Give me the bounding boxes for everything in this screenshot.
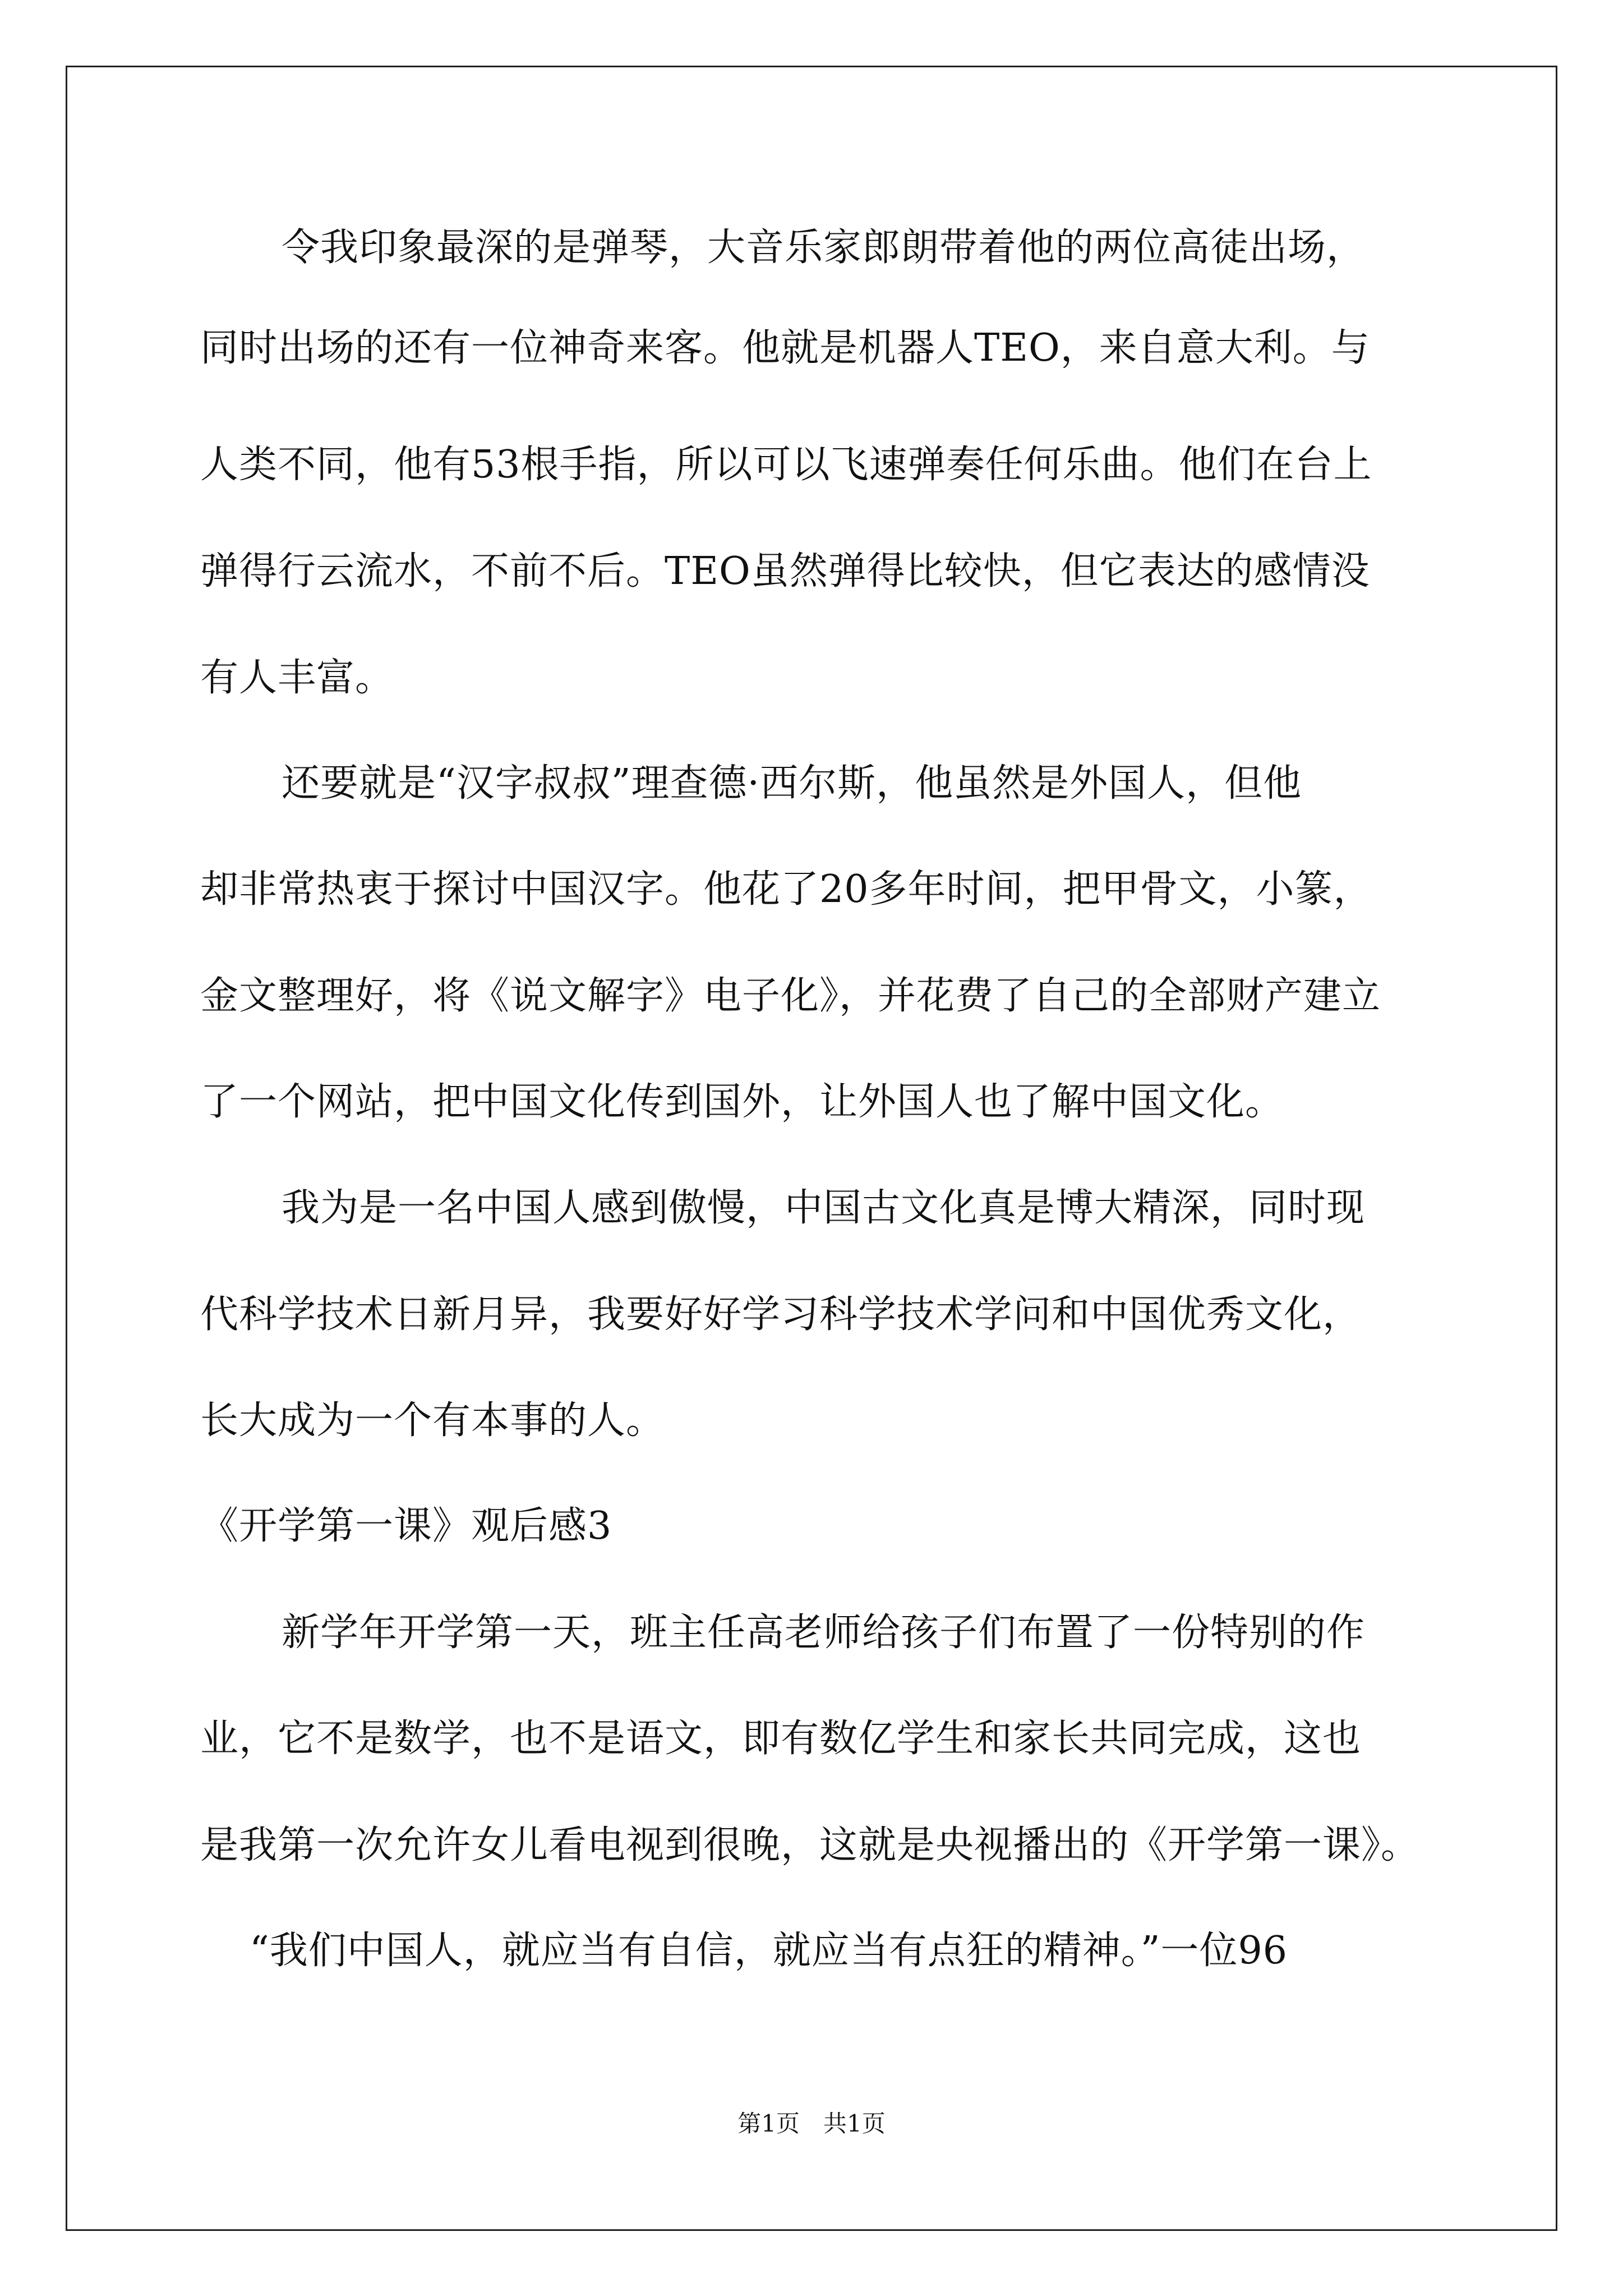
body-text-line: 令我印象最深的是弹琴，大音乐家郎朗带着他的两位高徒出场，: [282, 226, 1366, 270]
body-text-line: 业，它不是数学，也不是语文，即有数亿学生和家长共同完成，这也: [200, 1717, 1362, 1761]
body-text-line: 长大成为一个有本事的人。: [200, 1398, 665, 1443]
page-border: [66, 66, 1557, 2231]
body-text-line: 人类不同，他有53根手指，所以可以飞速弹奏任何乐曲。他们在台上: [200, 443, 1372, 487]
body-text-line: 金文整理好，将《说文解字》电子化》，并花费了自己的全部财产建立: [200, 974, 1381, 1018]
body-text-line: 新学年开学第一天，班主任高老师给孩子们布置了一份特别的作: [282, 1611, 1366, 1655]
body-text-line: 有人丰富。: [200, 656, 394, 700]
body-text-line: 却非常热衷于探讨中国汉字。他花了20多年时间，把甲骨文，小篆，: [200, 867, 1372, 912]
section-heading: 《开学第一课》观后感3: [200, 1504, 612, 1548]
body-text-line: 我为是一名中国人感到傲慢，中国古文化真是博大精深，同时现: [282, 1186, 1366, 1230]
body-text-line: 还要就是“汉字叔叔”理查德·西尔斯，他虽然是外国人，但他: [282, 761, 1302, 806]
body-text-line: 了一个网站，把中国文化传到国外，让外国人也了解中国文化。: [200, 1080, 1284, 1124]
page-footer: 第1页 共1页: [737, 2110, 886, 2137]
body-text-line: 代科学技术日新月异，我要好好学习科学技术学问和中国优秀文化，: [200, 1292, 1362, 1337]
body-text-line: 是我第一次允许女儿看电视到很晚，这就是央视播出的《开学第一课》。: [200, 1823, 1420, 1867]
body-text-line: “我们中国人，就应当有自信，就应当有点狂的精神。”一位96: [250, 1929, 1288, 1973]
body-text-line: 同时出场的还有一位神奇来客。他就是机器人TEO，来自意大利。与: [200, 326, 1370, 370]
body-text-line: 弹得行云流水，不前不后。TEO虽然弹得比较快，但它表达的感情没: [200, 549, 1370, 593]
